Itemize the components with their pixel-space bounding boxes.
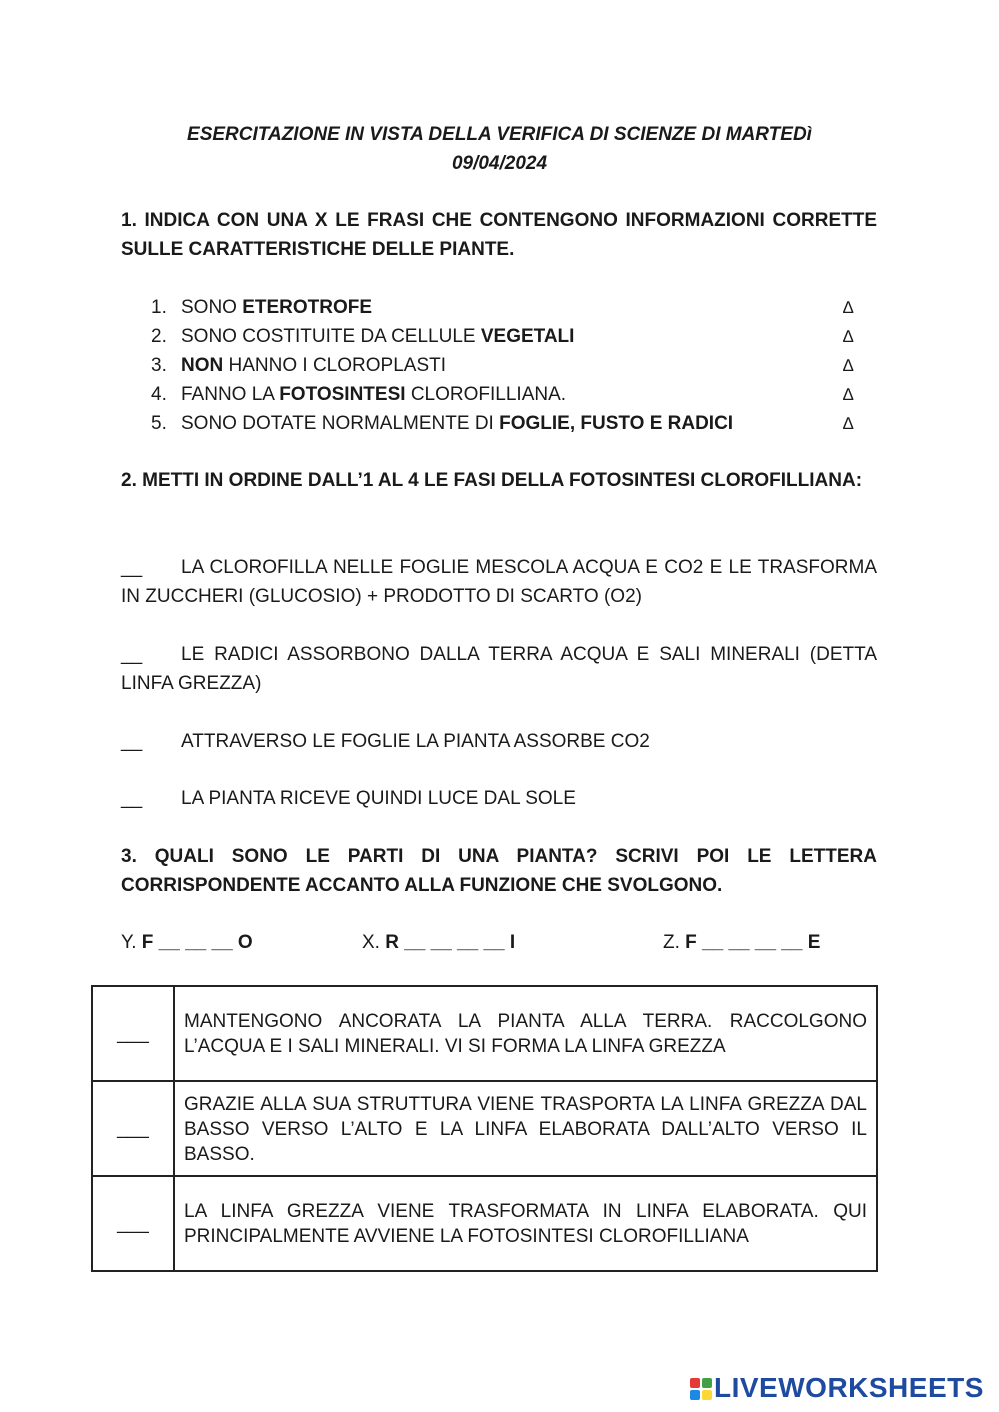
option-number: 2. bbox=[151, 326, 167, 347]
order-blank[interactable]: __ bbox=[121, 557, 143, 578]
function-description: LA LINFA GREZZA VIENE TRASFORMATA IN LINFA ELABORATA. QUI PRINCIPALMENTE AVVIENE LA FOTOSINTESI CLOROFILLIANA bbox=[174, 1176, 877, 1271]
option-text-post: HANNO I CLOROPLASTI bbox=[223, 355, 447, 376]
question-1: 1. INDICA CON UNA X LE FRASI CHE CONTENGONO INFORMAZIONI CORRETTE SULLE CARATTERISTICHE DELLE PIANTE. bbox=[121, 210, 877, 260]
option-bold: ETEROTROFE bbox=[242, 297, 373, 318]
logo-grid-icon bbox=[690, 1378, 712, 1400]
option-text: SONO bbox=[181, 297, 243, 318]
checkbox-triangle-icon[interactable]: ∆ bbox=[843, 356, 854, 375]
option-bold: FOGLIE, FUSTO E RADICI bbox=[499, 413, 734, 434]
liveworksheets-logo bbox=[690, 1372, 990, 1404]
letter-blank[interactable]: ___ bbox=[92, 1176, 174, 1271]
option-text: FANNO LA bbox=[181, 384, 280, 405]
order-blank[interactable]: __ bbox=[121, 644, 143, 665]
checkbox-triangle-icon[interactable]: ∆ bbox=[843, 327, 854, 346]
phase-text: LE RADICI ASSORBONO DALLA TERRA ACQUA E SALI MINERALI (DETTA LINFA GREZZA) bbox=[121, 644, 877, 694]
option-number: 3. bbox=[151, 355, 167, 376]
option-bold: NON bbox=[181, 355, 224, 376]
option-number: 4. bbox=[151, 384, 167, 405]
table-row bbox=[92, 986, 877, 1081]
checkbox-triangle-icon[interactable]: ∆ bbox=[843, 414, 854, 433]
phase-1 bbox=[121, 553, 877, 611]
logo-text: LIVEWORKSHEETS bbox=[714, 1372, 984, 1403]
option-number: 5. bbox=[151, 413, 167, 434]
option-1[interactable] bbox=[121, 293, 877, 322]
checkbox-triangle-icon[interactable]: ∆ bbox=[843, 385, 854, 404]
question-2: 2. METTI IN ORDINE DALL’1 AL 4 LE FASI DELLA FOTOSINTESI CLOROFILLIANA: bbox=[121, 470, 863, 491]
option-number: 1. bbox=[151, 297, 167, 318]
option-text: SONO DOTATE NORMALMENTE DI bbox=[181, 413, 500, 434]
phase-2 bbox=[121, 640, 877, 698]
option-2[interactable] bbox=[121, 322, 877, 351]
function-description: MANTENGONO ANCORATA LA PIANTA ALLA TERRA. RACCOLGONO L’ACQUA E I SALI MINERALI. VI SI FORMA LA LINFA GREZZA bbox=[174, 986, 877, 1081]
title-line-1: ESERCITAZIONE IN VISTA DELLA VERIFICA DI SCIENZE DI MARTEDì bbox=[187, 124, 812, 145]
part-y[interactable]: Y. F __ __ __ O bbox=[121, 932, 253, 953]
option-3[interactable] bbox=[121, 351, 877, 380]
function-description: GRAZIE ALLA SUA STRUTTURA VIENE TRASPORTA LA LINFA GREZZA DAL BASSO VERSO L’ALTO E LA LINFA ELABORATA DALL’ALTO VERSO IL BASSO. bbox=[174, 1081, 877, 1176]
phase-text: LA CLOROFILLA NELLE FOGLIE MESCOLA ACQUA E CO2 E LE TRASFORMA IN ZUCCHERI (GLUCOSIO) + PRODOTTO DI SCARTO (O2) bbox=[121, 557, 877, 607]
order-blank[interactable]: __ bbox=[121, 731, 143, 752]
order-blank[interactable]: __ bbox=[121, 788, 143, 809]
table-row bbox=[92, 1081, 877, 1176]
letter-blank[interactable]: ___ bbox=[92, 1081, 174, 1176]
part-z[interactable]: Z. F __ __ __ __ E bbox=[663, 932, 821, 953]
functions-table bbox=[91, 985, 878, 1272]
option-text-post: CLOROFILLIANA. bbox=[405, 384, 567, 405]
option-bold: VEGETALI bbox=[480, 326, 575, 347]
option-text: SONO COSTITUITE DA CELLULE bbox=[181, 326, 481, 347]
part-x[interactable]: X. R __ __ __ __ I bbox=[362, 932, 516, 953]
page-title bbox=[0, 120, 999, 178]
phase-text: ATTRAVERSO LE FOGLIE LA PIANTA ASSORBE CO2 bbox=[181, 731, 650, 752]
question-1-options bbox=[121, 293, 877, 438]
phase-4 bbox=[121, 784, 877, 813]
title-date: 09/04/2024 bbox=[451, 153, 548, 174]
question-3: 3. QUALI SONO LE PARTI DI UNA PIANTA? SCRIVI POI LE LETTERA CORRISPONDENTE ACCANTO ALLA FUNZIONE CHE SVOLGONO. bbox=[121, 846, 877, 896]
phase-text: LA PIANTA RICEVE QUINDI LUCE DAL SOLE bbox=[181, 788, 576, 809]
phase-3 bbox=[121, 727, 877, 756]
option-5[interactable] bbox=[121, 409, 877, 438]
option-bold: FOTOSINTESI bbox=[279, 384, 406, 405]
checkbox-triangle-icon[interactable]: ∆ bbox=[843, 298, 854, 317]
letter-blank[interactable]: ___ bbox=[92, 986, 174, 1081]
option-4[interactable] bbox=[121, 380, 877, 409]
table-row bbox=[92, 1176, 877, 1271]
plant-parts bbox=[121, 928, 877, 957]
